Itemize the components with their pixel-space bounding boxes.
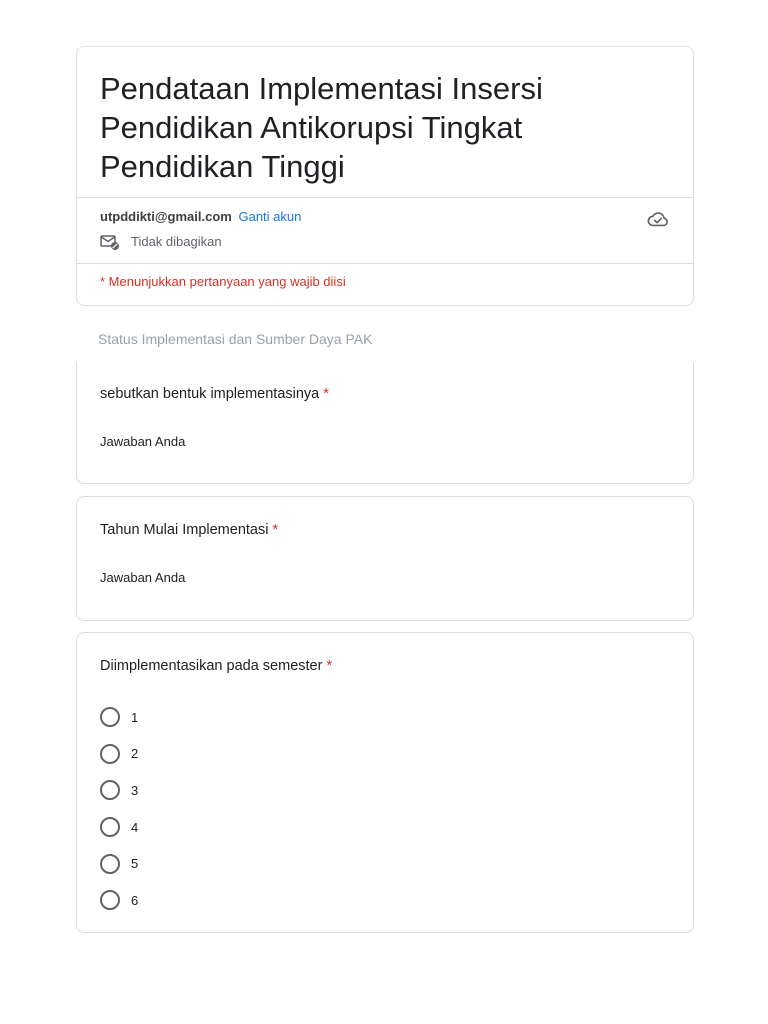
question-card <box>76 496 694 621</box>
radio-group <box>100 699 138 919</box>
answer-input[interactable]: Jawaban Anda <box>100 434 186 449</box>
required-asterisk: * <box>323 386 329 402</box>
radio-option-label: 4 <box>131 819 139 835</box>
question-label <box>100 657 332 675</box>
radio-button[interactable] <box>100 817 120 837</box>
header-divider <box>77 197 693 198</box>
question-card <box>76 362 694 484</box>
radio-option[interactable] <box>100 882 138 919</box>
radio-option[interactable] <box>100 772 138 809</box>
form-header-card <box>76 46 694 306</box>
switch-account-link[interactable]: Ganti akun <box>238 209 302 224</box>
header-divider <box>77 263 693 264</box>
account-email: utpddikti@gmail.com <box>100 209 232 224</box>
radio-option-label: 6 <box>131 892 139 908</box>
radio-option-label: 3 <box>131 782 139 798</box>
radio-option[interactable] <box>100 736 138 773</box>
question-text: Diimplementasikan pada semester <box>100 658 323 674</box>
sharing-status <box>100 234 222 250</box>
radio-button[interactable] <box>100 744 120 764</box>
question-card <box>76 632 694 933</box>
radio-option[interactable] <box>100 809 138 846</box>
section-title: Status Implementasi dan Sumber Daya PAK <box>98 331 373 347</box>
question-label <box>100 521 278 539</box>
sharing-status-text: Tidak dibagikan <box>131 234 222 249</box>
radio-option[interactable] <box>100 699 138 736</box>
cloud-check-icon <box>647 209 669 229</box>
radio-button[interactable] <box>100 890 120 910</box>
required-asterisk: * <box>326 658 333 674</box>
radio-option-label: 1 <box>131 709 139 725</box>
question-text: sebutkan bentuk implementasinya <box>100 386 320 402</box>
radio-option-label: 5 <box>131 856 139 872</box>
radio-option-label: 2 <box>131 746 139 762</box>
question-text: Tahun Mulai Implementasi <box>100 522 269 538</box>
form-title: Pendataan Implementasi Insersi Pendidikan Antikorupsi Tingkat Pendidikan Tinggi <box>100 71 543 184</box>
required-asterisk: * <box>272 522 279 538</box>
mail-lock-icon <box>100 234 120 250</box>
answer-input[interactable]: Jawaban Anda <box>100 570 186 585</box>
required-note: * Menunjukkan pertanyaan yang wajib diisi <box>100 274 346 289</box>
radio-button[interactable] <box>100 780 120 800</box>
radio-button[interactable] <box>100 707 120 727</box>
radio-option[interactable] <box>100 845 138 882</box>
radio-button[interactable] <box>100 854 120 874</box>
question-label <box>100 385 329 403</box>
account-line <box>100 209 301 225</box>
